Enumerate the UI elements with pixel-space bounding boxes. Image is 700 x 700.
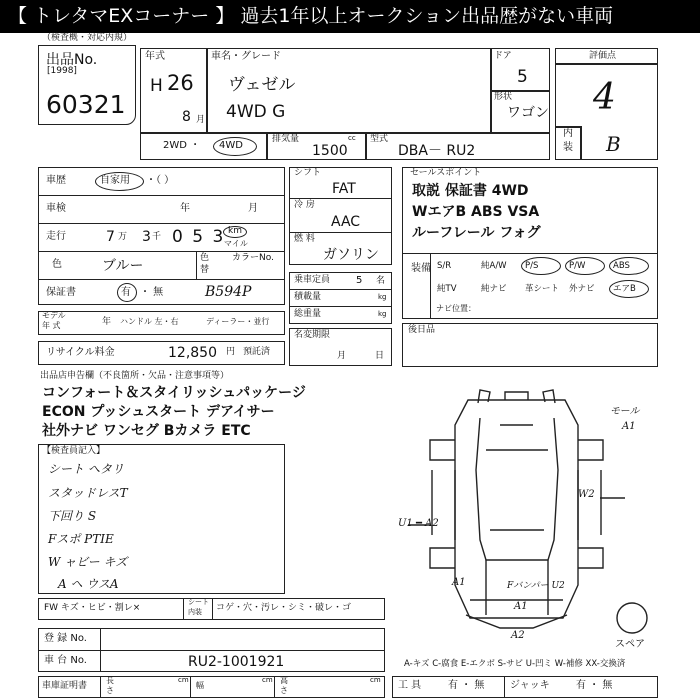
- warranty-yes: 有: [121, 287, 131, 298]
- inspection-month: 月: [248, 203, 258, 214]
- equipment-item: エアB: [613, 284, 636, 294]
- model-grade: 4WD G: [226, 102, 286, 122]
- recycle-note: 預託済: [243, 347, 271, 357]
- model-year-label-1: モデル: [42, 311, 66, 320]
- certificate-length-1: 長: [106, 676, 114, 685]
- damage-legend-label: FW キズ・ヒビ・割レ×: [44, 603, 141, 613]
- sales-line-1: 取説 保証書 4WD: [412, 183, 529, 199]
- equipment-item: ABS: [613, 261, 630, 271]
- interior-label-2: 装: [563, 142, 573, 153]
- year-value: 26: [167, 71, 194, 95]
- jack-value: 有 ・ 無: [576, 680, 613, 691]
- mileage-man: 7: [106, 229, 115, 245]
- mileage-unit-km: km: [228, 226, 242, 236]
- drive-selected: 4WD: [219, 140, 243, 151]
- jack-label: ジャッキ: [510, 680, 550, 691]
- warranty-label: 保証書: [46, 287, 76, 298]
- mileage-sen: 3: [142, 229, 151, 245]
- model-year-handle: ハンドル 左・右: [120, 317, 179, 326]
- diagram-mall: モール: [610, 406, 640, 417]
- mileage-sen-unit: 千: [152, 232, 162, 242]
- registration-label: 登 録 No.: [44, 633, 87, 644]
- navi-position: ナビ位置：: [436, 304, 476, 313]
- tools-label: 工 具: [398, 680, 422, 691]
- equipment-item: S/R: [437, 261, 452, 271]
- inspector-line-6: A ヘ ウスA: [58, 577, 119, 591]
- sheet-label-2: 内装: [188, 608, 202, 616]
- color-value: ブルー: [102, 258, 144, 274]
- recycle-unit: 円: [226, 347, 236, 357]
- declaration-line-3: 社外ナビ ワンセグ Bカメラ ETC: [42, 423, 251, 439]
- color-label: 色: [52, 259, 62, 270]
- capacity-label: 乗車定員: [294, 275, 331, 285]
- doors-label: ドア: [494, 51, 512, 61]
- sheet-label-1: シート: [188, 598, 209, 606]
- history-label: 車歴: [46, 175, 66, 186]
- load-label: 積載量: [294, 292, 322, 302]
- year-month-unit: 月: [196, 115, 206, 125]
- fuel-value: ガソリン: [323, 247, 379, 263]
- chassis-value: RU2-1001921: [188, 654, 285, 670]
- shape-label: 形状: [494, 92, 513, 102]
- lot-label: 出品No.: [46, 52, 98, 68]
- lot-bracket: [1998]: [47, 66, 77, 76]
- diagram-spare: スペア: [615, 639, 645, 650]
- sheet-damage-text: コゲ・穴・汚レ・シミ・破レ・ゴ: [216, 603, 352, 613]
- cooling-value: AAC: [331, 214, 361, 230]
- score-label: 評価点: [589, 51, 617, 61]
- score-value: 4: [593, 77, 616, 118]
- recycle-value: 12,850: [168, 345, 217, 361]
- type-value: DBA－ RU2: [398, 143, 476, 159]
- inspector-line-4: Fスポ PTIE: [48, 532, 114, 546]
- sales-points-label: セールスポイント: [410, 168, 482, 178]
- inspector-line-3: 下回り S: [48, 509, 97, 523]
- model-year-year: 年: [102, 317, 112, 327]
- drive-options: 2WD ・: [163, 140, 201, 151]
- inspection-year: 年: [180, 203, 190, 214]
- diagram-a1-left: A1: [452, 577, 466, 588]
- certificate-length-2: さ: [106, 686, 114, 695]
- recycle-label: リサイクル料金: [46, 347, 115, 358]
- code-legend: A-キズ C-腐食 E-エクボ S-サビ U-凹ミ W-補修 XX-交換済: [404, 659, 626, 669]
- type-label: 型式: [370, 134, 389, 144]
- declaration-label: 出品店申告欄（不良箇所・欠品・注意事項等）: [40, 371, 230, 381]
- certificate-height-2: さ: [280, 686, 288, 695]
- displacement-unit: cc: [348, 134, 356, 142]
- name-change-month: 月: [337, 351, 347, 361]
- header-title: 【 トレタマEXコーナー 】 過去1年以上オークション出品歴がない車両: [8, 5, 614, 27]
- equipment-item: 純ナビ: [481, 284, 507, 294]
- color-change-2: 替: [200, 265, 210, 275]
- year-label: 年式: [145, 51, 165, 62]
- sales-line-2: WエアB ABS VSA: [412, 204, 540, 220]
- inspection-label: 車検: [46, 203, 66, 214]
- equipment-item: 外ナビ: [569, 284, 595, 294]
- equipment-label: 装備: [411, 263, 431, 274]
- mileage-man-unit: 万: [118, 232, 128, 242]
- diagram-a1-rear: A1: [514, 601, 528, 612]
- tools-value: 有 ・ 無: [448, 680, 485, 691]
- diagram-mall-code: A1: [622, 421, 636, 432]
- inspector-line-5: W ャビー キズ: [48, 555, 128, 569]
- color-no-label: カラーNo.: [232, 253, 274, 263]
- mileage-label: 走行: [46, 231, 66, 242]
- certificate-height-1: 高: [280, 676, 288, 685]
- interior-label-1: 内: [563, 128, 573, 139]
- inspector-line-2: スタッドレスT: [48, 486, 128, 500]
- capacity-unit: 名: [376, 276, 386, 286]
- history-selected: 自家用: [100, 175, 130, 186]
- equipment-item: 純TV: [437, 284, 457, 294]
- year-month: 8: [182, 109, 191, 125]
- fuel-label: 燃 料: [294, 234, 315, 244]
- diagram-right-note: U1 ━ A2: [398, 518, 439, 529]
- warranty-no: ・ 無: [140, 287, 164, 298]
- capacity-value: 5: [356, 275, 363, 286]
- year-era: H: [150, 76, 163, 96]
- shape-value: ワゴン: [507, 105, 549, 121]
- history-rest: ・（ ）: [146, 175, 175, 186]
- mileage-digits: 0 5 3: [172, 227, 226, 247]
- model-name: ヴェゼル: [228, 75, 296, 95]
- certificate-width: 幅: [196, 681, 204, 690]
- lot-number: 60321: [46, 90, 126, 119]
- displacement-label: 排気量: [272, 134, 300, 144]
- name-change-label: 名変期限: [294, 330, 331, 340]
- interior-value: B: [606, 132, 621, 156]
- certificate-box: [38, 676, 385, 698]
- late-registration-label: 後日品: [408, 325, 436, 335]
- displacement-value: 1500: [312, 143, 348, 159]
- shift-value: FAT: [332, 181, 356, 197]
- equipment-item: 純A/W: [481, 261, 507, 271]
- equipment-item: 革シート: [525, 284, 560, 294]
- chassis-label: 車 台 No.: [44, 655, 87, 666]
- equipment-item: P/S: [525, 261, 539, 271]
- model-label: 車名・グレード: [211, 51, 281, 62]
- name-change-day: 日: [375, 351, 385, 361]
- certificate-label: 車庫証明書: [42, 681, 88, 691]
- model-year-label-2: 年 式: [42, 321, 61, 330]
- doors-value: 5: [517, 67, 528, 87]
- certificate-cm-3: cm: [370, 676, 381, 684]
- mileage-unit-mile: マイル: [224, 239, 248, 248]
- weight-label: 総重量: [294, 309, 322, 319]
- inspector-line-1: シート へタリ: [48, 462, 124, 476]
- weight-unit: kg: [378, 310, 387, 318]
- certificate-cm-1: cm: [178, 676, 189, 684]
- warranty-code: B594P: [205, 284, 252, 300]
- declaration-line-1: コンフォート＆スタイリッシュパッケージ: [42, 385, 306, 401]
- declaration-line-2: ECON プッシュスタート デアイサー: [42, 404, 275, 420]
- certificate-cm-2: cm: [262, 676, 273, 684]
- model-year-dealer: ディーラー・並行: [206, 317, 270, 326]
- sales-line-3: ルーフレール フォグ: [412, 225, 541, 241]
- equipment-item: P/W: [569, 261, 586, 271]
- diagram-a2-bottom: A2: [511, 630, 525, 641]
- top-note: （検査概・対応内規）: [42, 33, 133, 43]
- inspector-label: 【検査員記入】: [42, 446, 106, 456]
- diagram-left-note: W2: [578, 489, 595, 500]
- color-change-1: 色: [200, 253, 210, 263]
- cooling-label: 冷 房: [294, 200, 315, 210]
- load-unit: kg: [378, 293, 387, 301]
- shift-label: シフト: [294, 168, 322, 178]
- diagram-bumper: Fバンパー U2: [507, 581, 565, 591]
